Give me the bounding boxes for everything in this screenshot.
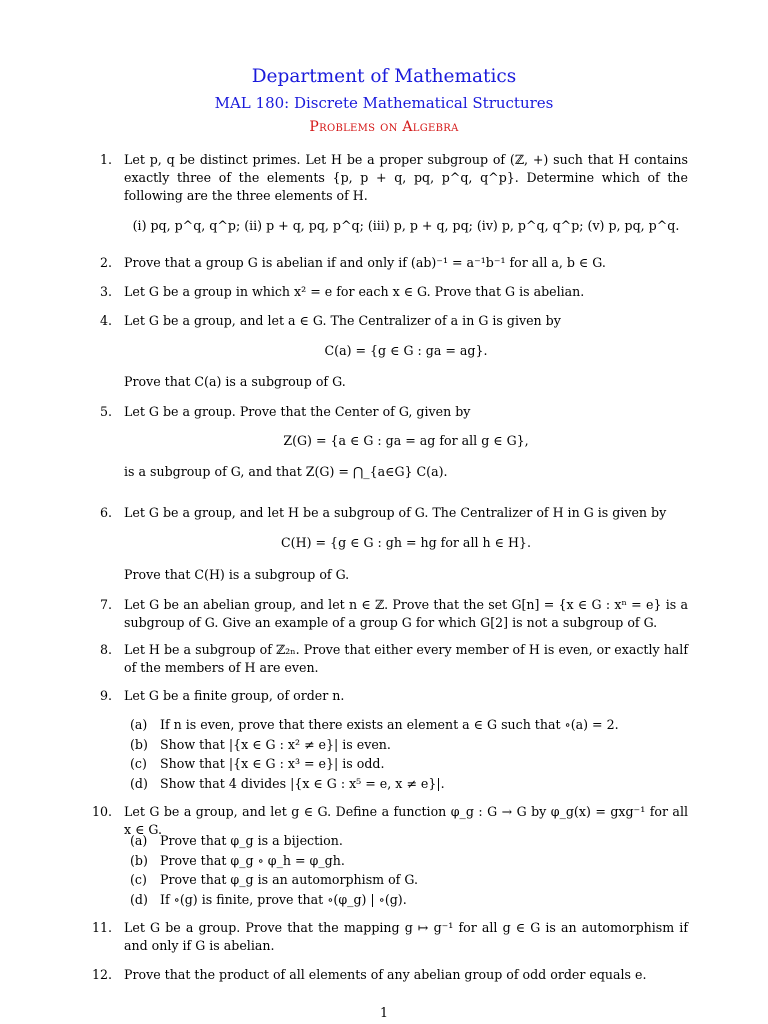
problem-number: 1.: [99, 152, 112, 167]
problem-text: Let p, q be distinct primes. Let H be a proper subgroup of (ℤ, +) such that H contains exactly three of the elements {p, p + q, pq, p^q, q^p}. Determine which of the following are the three elements of H.: [124, 152, 688, 203]
subgroup-centralizer-formula: C(H) = {g ∈ G : gh = hg for all h ∈ H}.: [281, 535, 531, 550]
problem-number: 3.: [99, 284, 112, 299]
problem-text: Let G be a group. Prove that the mapping g ↦ g⁻¹ for all g ∈ G is an automorphism if and only if G is abelian.: [124, 920, 688, 953]
problem-text: Let H be a subgroup of ℤ₂ₙ. Prove that either every member of H is even, or exactly half of the members of H are even.: [124, 642, 688, 675]
department-title: Department of Mathematics: [251, 66, 517, 87]
problem-text: Let G be a finite group, of order n.: [124, 688, 345, 703]
problem-number: 9.: [99, 688, 112, 703]
list-item: (a) If n is even, prove that there exists an element a ∈ G such that ∘(a) = 2.: [130, 717, 619, 732]
problem-number: 7.: [99, 597, 112, 612]
problem-10-parts: [130, 831, 694, 909]
list-item: (c) Show that |{x ∈ G : x³ = e}| is odd.: [130, 756, 385, 771]
list-item: (c) Prove that φ_g is an automorphism of G.: [130, 872, 418, 887]
problem-number: 12.: [91, 967, 112, 982]
problem-text: Let G be a group in which x² = e for each x ∈ G. Prove that G is abelian.: [124, 284, 585, 299]
problem-1-options: (i) pq, p^q, q^p; (ii) p + q, pq, p^q; (iii) p, p + q, pq; (iv) p, p^q, q^p; (v) p, pq, p^q.: [132, 218, 680, 233]
problem-text: Let G be a group, and let g ∈ G. Define a function φ_g : G → G by φ_g(x) = gxg⁻¹ for all x ∈ G.: [124, 804, 688, 837]
page-number: 1: [379, 1005, 388, 1020]
problem-text: Let G be a group. Prove that the Center of G, given by: [124, 404, 471, 419]
list-item: (b) Prove that φ_g ∘ φ_h = φ_gh.: [130, 852, 345, 868]
problem-number: 2.: [99, 255, 112, 270]
center-formula: Z(G) = {a ∈ G : ga = ag for all g ∈ G},: [283, 433, 529, 448]
list-item: (d) Show that 4 divides |{x ∈ G : x⁵ = e, x ≠ e}|.: [130, 775, 445, 791]
list-item: (d) If ∘(g) is finite, prove that ∘(φ_g) | ∘(g).: [130, 891, 407, 907]
problem-text: Let G be a group, and let a ∈ G. The Centralizer of a in G is given by: [124, 313, 561, 328]
list-item: (a) Prove that φ_g is a bijection.: [130, 833, 343, 848]
topic-title: Problems on Algebra: [309, 119, 459, 135]
course-title: MAL 180: Discrete Mathematical Structures: [214, 94, 554, 112]
problem-number: 4.: [99, 313, 112, 328]
problem-number: 8.: [99, 642, 112, 657]
centralizer-formula: C(a) = {g ∈ G : ga = ag}.: [324, 343, 488, 358]
problem-9-parts: [130, 715, 694, 793]
problem-text: Prove that a group G is abelian if and only if (ab)⁻¹ = a⁻¹b⁻¹ for all a, b ∈ G.: [124, 255, 606, 270]
problem-number: 10.: [91, 804, 112, 819]
problem-6-tail: Prove that C(H) is a subgroup of G.: [124, 567, 350, 582]
list-item: (b) Show that |{x ∈ G : x² ≠ e}| is even.: [130, 736, 391, 752]
problem-4-tail: Prove that C(a) is a subgroup of G.: [124, 374, 346, 389]
problem-number: 11.: [91, 920, 112, 935]
problem-text: Let G be a group, and let H be a subgroup of G. The Centralizer of H in G is given by: [124, 505, 667, 520]
problem-text: Let G be an abelian group, and let n ∈ ℤ. Prove that the set G[n] = {x ∈ G : xⁿ = e} is a subgroup of G. Give an example of a group G for which G[2] is not a subgroup of G.: [124, 597, 688, 630]
problem-text: Prove that the product of all elements of any abelian group of odd order equals e.: [124, 967, 647, 982]
problem-number: 5.: [99, 404, 112, 419]
problem-5-tail: is a subgroup of G, and that Z(G) = ⋂_{a∈G} C(a).: [124, 464, 448, 479]
problem-number: 6.: [99, 505, 112, 520]
